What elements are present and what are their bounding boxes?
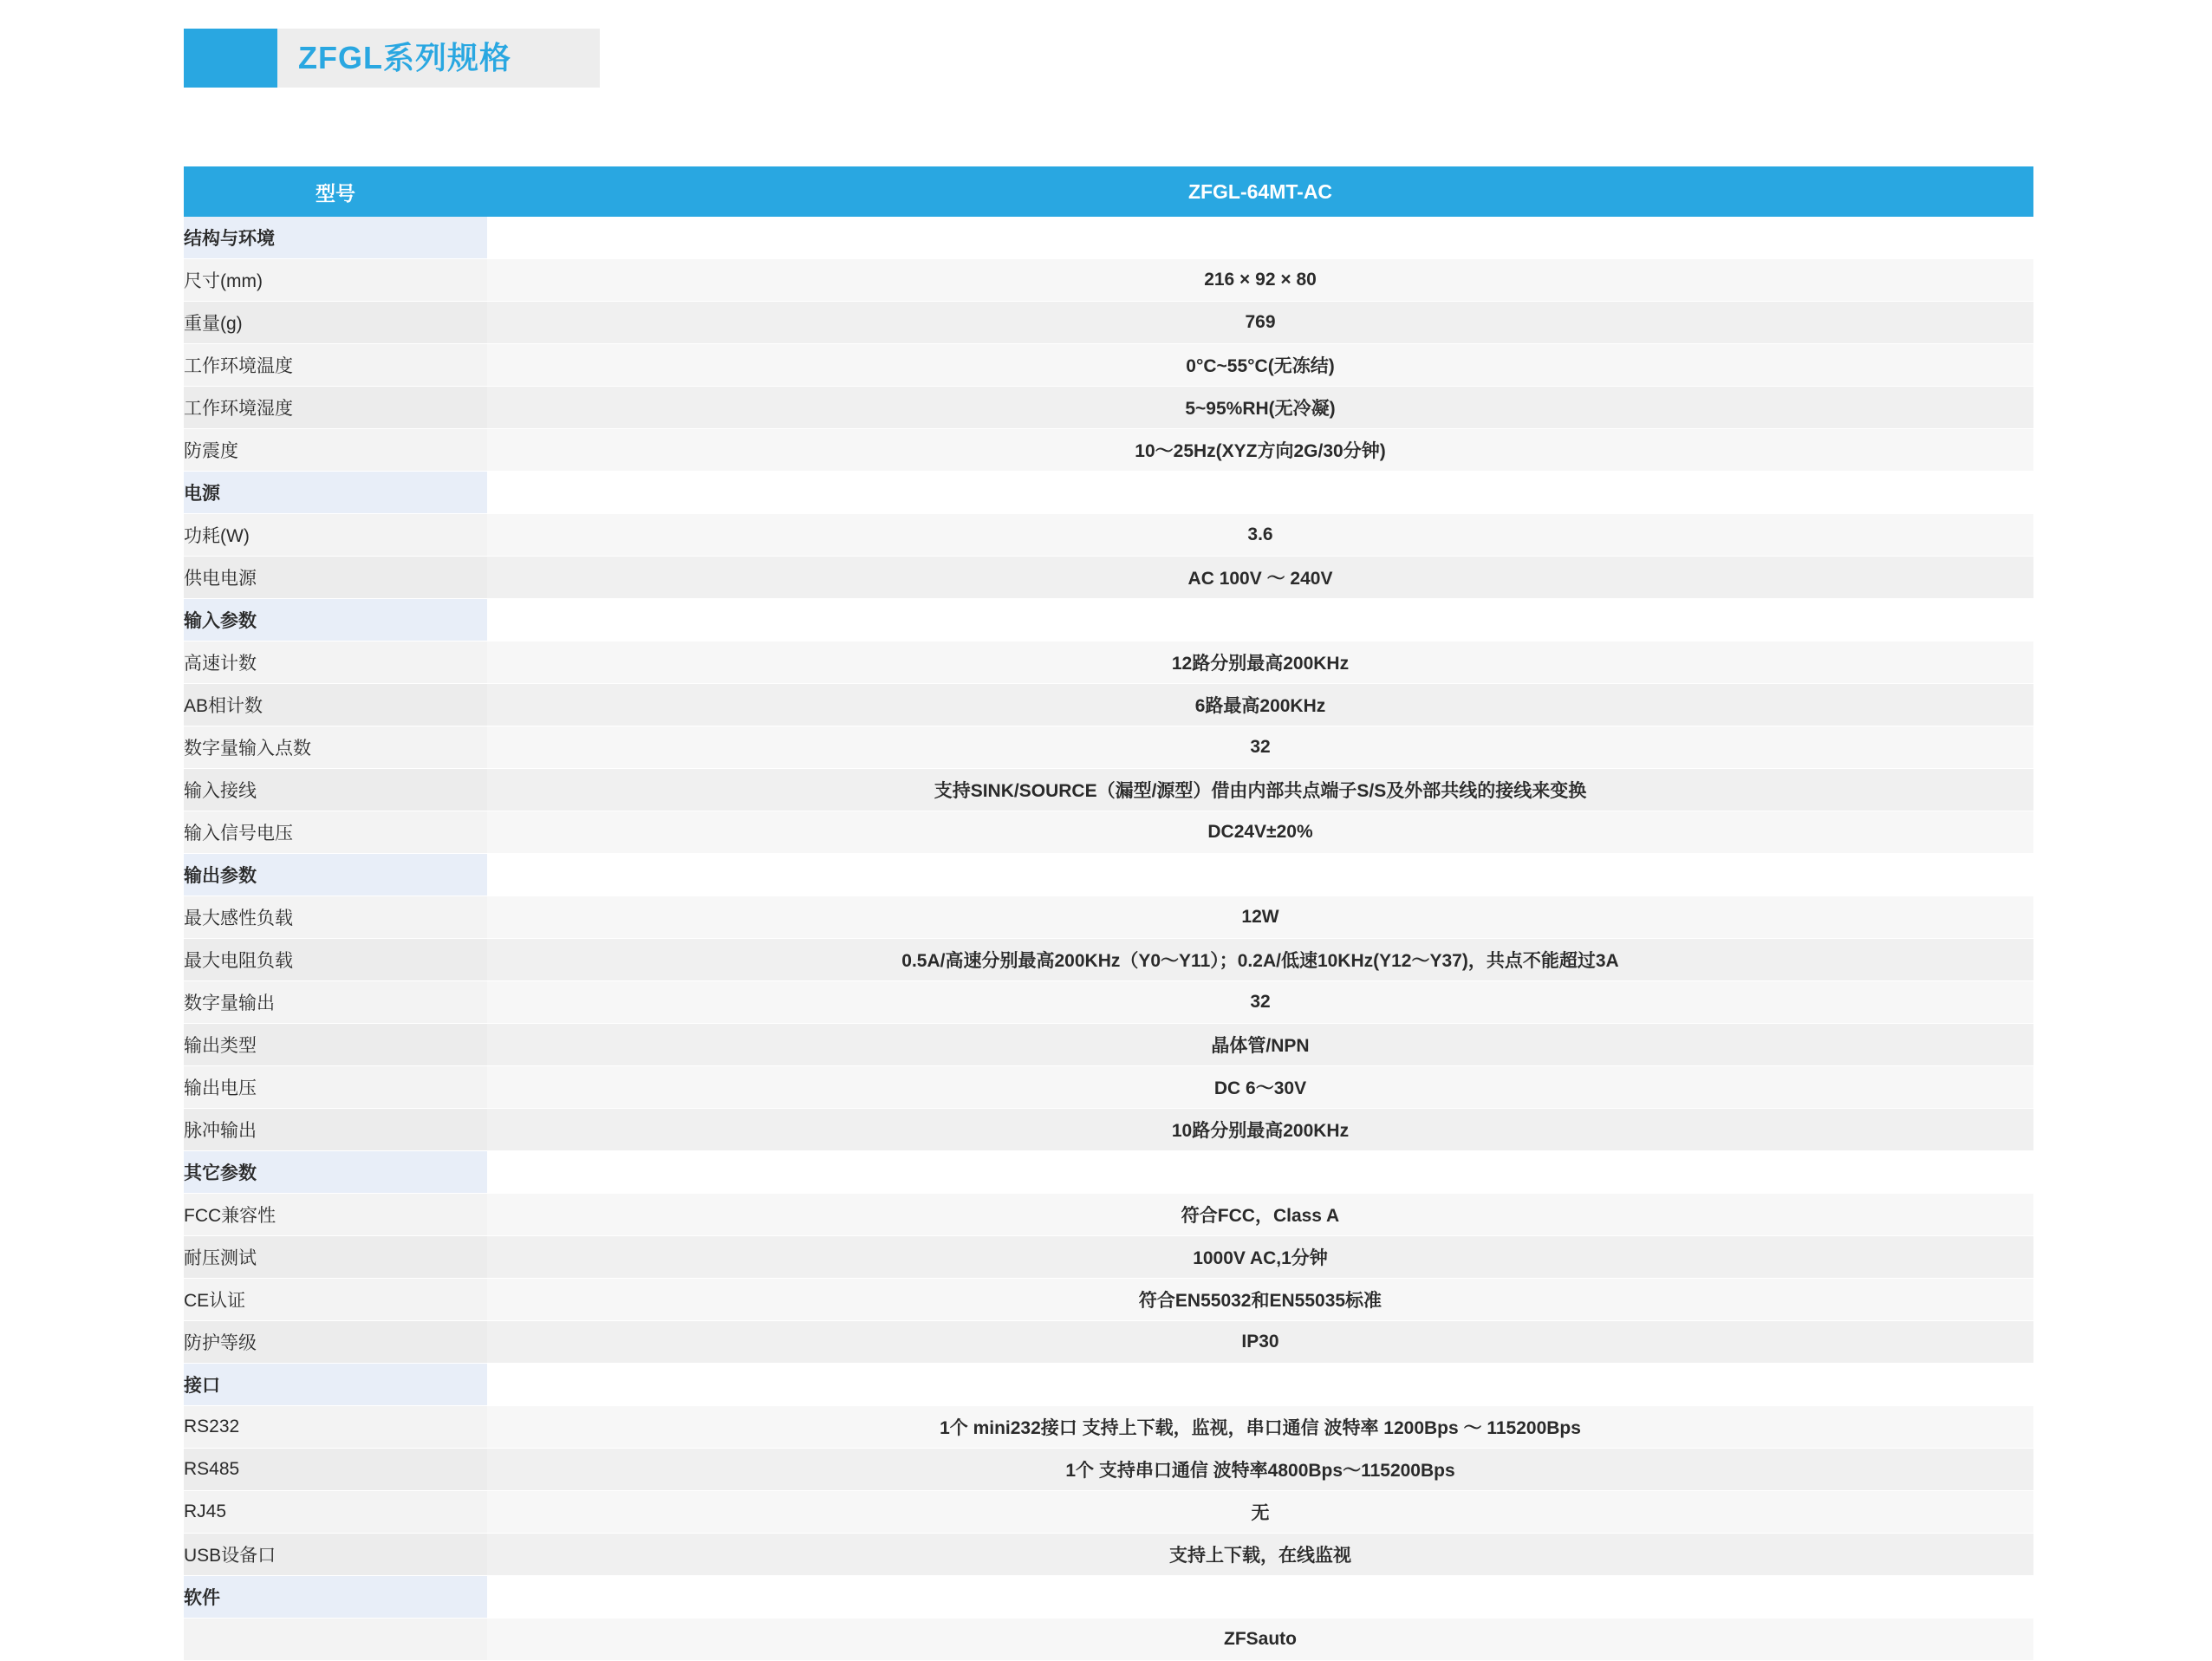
row-value: DC 6～30V: [487, 1066, 2033, 1109]
section-row: [184, 1364, 2033, 1406]
table-row: [184, 1024, 2033, 1066]
row-label: 最大感性负载: [184, 896, 487, 939]
table-row: [184, 1534, 2033, 1576]
row-label: 高速计数: [184, 642, 487, 684]
row-label: 防震度: [184, 429, 487, 472]
row-label: AB相计数: [184, 684, 487, 726]
table-row: [184, 981, 2033, 1024]
row-label: 输出电压: [184, 1066, 487, 1109]
title-accent-bar: [184, 29, 277, 88]
table-row: [184, 896, 2033, 939]
row-value: 10～25Hz(XYZ方向2G/30分钟): [487, 429, 2033, 472]
column-header-model: 型号: [184, 166, 487, 217]
section-spacer: [487, 1576, 2033, 1619]
table-row: [184, 259, 2033, 302]
table-row: [184, 429, 2033, 472]
row-value: 1个 支持串口通信 波特率4800Bps～115200Bps: [487, 1449, 2033, 1491]
section-title: 输入参数: [184, 599, 487, 642]
table-row: [184, 1279, 2033, 1321]
row-value: 1000V AC,1分钟: [487, 1236, 2033, 1279]
row-label: 防护等级: [184, 1321, 487, 1364]
row-label: 供电电源: [184, 557, 487, 599]
table-row: [184, 302, 2033, 344]
row-value: 216 × 92 × 80: [487, 259, 2033, 302]
row-label: 数字量输出: [184, 981, 487, 1024]
section-row: [184, 854, 2033, 896]
row-label: RS485: [184, 1449, 487, 1491]
row-value: 无: [487, 1491, 2033, 1534]
table-header-row: [184, 166, 2033, 217]
row-label: 脉冲输出: [184, 1109, 487, 1151]
section-row: [184, 217, 2033, 259]
section-spacer: [487, 217, 2033, 259]
row-value: ZFSauto: [487, 1619, 2033, 1661]
row-value: 10路分别最高200KHz: [487, 1109, 2033, 1151]
row-value: 769: [487, 302, 2033, 344]
column-header-value: ZFGL-64MT-AC: [487, 166, 2033, 217]
section-title: 软件: [184, 1576, 487, 1619]
page-title: ZFGL系列规格: [298, 40, 511, 75]
row-value: 3.6: [487, 514, 2033, 557]
table-row: [184, 1236, 2033, 1279]
section-title: 其它参数: [184, 1151, 487, 1194]
table-row: [184, 939, 2033, 981]
table-row: [184, 811, 2033, 854]
row-label: 耐压测试: [184, 1236, 487, 1279]
row-value: 32: [487, 726, 2033, 769]
section-spacer: [487, 472, 2033, 514]
row-value: 符合EN55032和EN55035标准: [487, 1279, 2033, 1321]
section-title: 电源: [184, 472, 487, 514]
row-value: 支持SINK/SOURCE（漏型/源型）借由内部共点端子S/S及外部共线的接线来变换: [487, 769, 2033, 811]
section-title: 输出参数: [184, 854, 487, 896]
row-label: 尺寸(mm): [184, 259, 487, 302]
row-label: RS232: [184, 1406, 487, 1449]
row-label: USB设备口: [184, 1534, 487, 1576]
section-row: [184, 472, 2033, 514]
row-label: [184, 1619, 487, 1661]
table-row: [184, 1406, 2033, 1449]
section-spacer: [487, 599, 2033, 642]
row-value: 32: [487, 981, 2033, 1024]
section-row: [184, 1576, 2033, 1619]
table-row: [184, 344, 2033, 387]
row-label: CE认证: [184, 1279, 487, 1321]
table-row: [184, 1066, 2033, 1109]
row-value: 1个 mini232接口 支持上下载，监视，串口通信 波特率 1200Bps ～ 115200Bps: [487, 1406, 2033, 1449]
row-label: FCC兼容性: [184, 1194, 487, 1236]
table-row: [184, 642, 2033, 684]
row-value: IP30: [487, 1321, 2033, 1364]
row-label: 重量(g): [184, 302, 487, 344]
row-value: 0.5A/高速分别最高200KHz（Y0～Y11）；0.2A/低速10KHz(Y12～Y37)，共点不能超过3A: [487, 939, 2033, 981]
section-row: [184, 599, 2033, 642]
row-label: 输出类型: [184, 1024, 487, 1066]
table-row: [184, 1194, 2033, 1236]
table-row: [184, 387, 2033, 429]
row-value: 支持上下载，在线监视: [487, 1534, 2033, 1576]
page-title-banner: [184, 29, 600, 88]
row-value: 12路分别最高200KHz: [487, 642, 2033, 684]
specification-table: [184, 166, 2033, 1661]
row-label: 功耗(W): [184, 514, 487, 557]
table-row: [184, 514, 2033, 557]
section-spacer: [487, 1151, 2033, 1194]
row-value: 5~95%RH(无冷凝): [487, 387, 2033, 429]
table-row: [184, 1619, 2033, 1661]
row-value: DC24V±20%: [487, 811, 2033, 854]
table-row: [184, 1321, 2033, 1364]
row-label: 最大电阻负载: [184, 939, 487, 981]
table-row: [184, 684, 2033, 726]
row-label: 输入接线: [184, 769, 487, 811]
section-spacer: [487, 854, 2033, 896]
table-row: [184, 1109, 2033, 1151]
section-title: 接口: [184, 1364, 487, 1406]
row-label: 工作环境湿度: [184, 387, 487, 429]
section-spacer: [487, 1364, 2033, 1406]
row-label: RJ45: [184, 1491, 487, 1534]
table-row: [184, 1449, 2033, 1491]
row-value: 6路最高200KHz: [487, 684, 2033, 726]
row-value: 0°C~55°C(无冻结): [487, 344, 2033, 387]
row-value: 12W: [487, 896, 2033, 939]
table-row: [184, 1491, 2033, 1534]
section-row: [184, 1151, 2033, 1194]
row-value: 晶体管/NPN: [487, 1024, 2033, 1066]
row-label: 输入信号电压: [184, 811, 487, 854]
row-label: 数字量输入点数: [184, 726, 487, 769]
row-value: 符合FCC，Class A: [487, 1194, 2033, 1236]
row-value: AC 100V ～ 240V: [487, 557, 2033, 599]
row-label: 工作环境温度: [184, 344, 487, 387]
section-title: 结构与环境: [184, 217, 487, 259]
table-row: [184, 726, 2033, 769]
table-row: [184, 557, 2033, 599]
table-body: [184, 217, 2033, 1661]
table-row: [184, 769, 2033, 811]
